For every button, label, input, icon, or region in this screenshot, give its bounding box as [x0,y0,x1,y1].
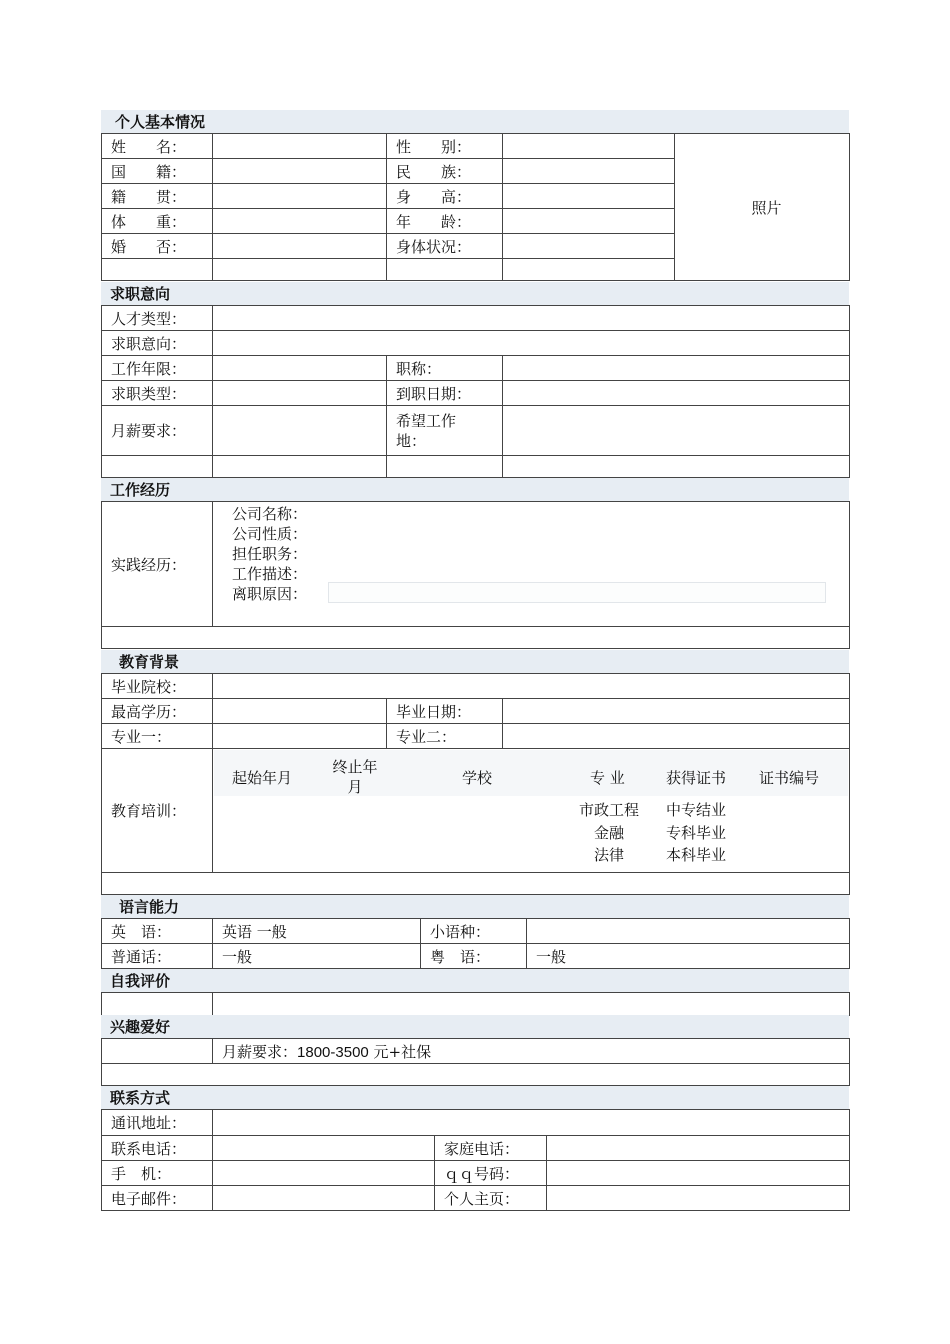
nationality-label: 国 籍： [102,159,213,184]
hobby-value[interactable] [213,1039,850,1064]
email-label: 电子邮件： [102,1186,213,1211]
marital-field[interactable] [213,234,387,259]
origin-label: 籍 贯： [102,184,213,209]
training-row-major: 金融 [593,824,624,842]
salary-label: 月薪要求： [102,406,213,456]
major2-label: 专业二： [387,724,503,749]
position-label: 担任职务： [232,545,308,563]
weight-field[interactable] [213,209,387,234]
training-label: 教育培训： [102,749,213,873]
start-date-field[interactable] [503,381,850,406]
hobby-value-suffix: 元+社保 [368,1042,432,1061]
homepage-label: 个人主页： [435,1186,547,1211]
training-row-cert: 专科毕业 [666,824,727,842]
training-header-end-line2: 月 [347,778,363,796]
work-detail-cell[interactable] [213,502,850,627]
empty-cell [387,259,503,281]
work-label: 实践经历： [102,502,213,627]
qq-label: ｑｑ号码： [435,1161,547,1186]
phone-label: 联系电话： [102,1136,213,1161]
empty-row [102,1064,850,1086]
company-name-label: 公司名称： [232,505,308,523]
grad-date-label: 毕业日期： [387,699,503,724]
training-row-cert: 本科毕业 [666,846,727,864]
leave-reason-label: 离职原因： [232,585,308,603]
training-header-cert-no: 证书编号 [759,769,820,787]
mobile-label: 手 机： [102,1161,213,1186]
section-title-lang: 语言能力 [101,895,849,918]
degree-field[interactable] [213,699,387,724]
self-eval-field[interactable] [213,993,850,1016]
lang-table [101,918,850,969]
name-label: 姓 名： [102,134,213,159]
talent-type-field[interactable] [213,306,850,331]
contact-table [101,1109,850,1211]
location-label [387,406,503,456]
homepage-field[interactable] [547,1186,850,1211]
empty-cell [387,456,503,478]
section-title-self: 自我评价 [101,969,849,992]
qq-field[interactable] [547,1161,850,1186]
job-type-label: 求职类型： [102,381,213,406]
description-label: 工作描述： [232,565,308,583]
empty-cell [503,259,675,281]
major1-label: 专业一： [102,724,213,749]
ethnicity-label: 民 族： [387,159,503,184]
talent-type-label: 人才类型： [102,306,213,331]
job-intent-field[interactable] [213,331,850,356]
empty-row [102,627,850,649]
section-title-work: 工作经历 [101,478,849,501]
address-field[interactable] [213,1110,850,1136]
empty-row [102,873,850,895]
self-eval-label-cell [102,993,213,1016]
address-label: 通讯地址： [102,1110,213,1136]
mandarin-value[interactable]: 一般 [213,944,421,969]
height-field[interactable] [503,184,675,209]
training-header-start: 起始年月 [232,769,293,787]
hobby-table [101,1038,850,1086]
weight-label: 体 重： [102,209,213,234]
leave-reason-input[interactable] [328,582,826,603]
gender-label: 性 别： [387,134,503,159]
school-field[interactable] [213,674,850,699]
self-eval-table [101,992,850,1016]
title-label: 职称： [387,356,503,381]
training-row-major: 法律 [593,846,624,864]
empty-cell [102,259,213,281]
training-row-cert: 中专结业 [666,801,727,819]
empty-cell [213,456,387,478]
section-title-contact: 联系方式 [101,1086,849,1109]
height-label: 身 高： [387,184,503,209]
job-type-field[interactable] [213,381,387,406]
email-field[interactable] [213,1186,435,1211]
training-header-band [214,750,848,796]
empty-cell [213,259,387,281]
empty-cell [102,456,213,478]
gender-field[interactable] [503,134,675,159]
training-header-cert: 获得证书 [666,769,727,787]
location-label-line1: 希望工作 [396,411,457,430]
hobby-value-prefix: 月薪要求： [222,1042,298,1061]
degree-label: 最高学历： [102,699,213,724]
age-label: 年 龄： [387,209,503,234]
ethnicity-field[interactable] [503,159,675,184]
title-field[interactable] [503,356,850,381]
section-title-intent: 求职意向 [101,282,849,305]
health-field[interactable] [503,234,675,259]
home-phone-label: 家庭电话： [435,1136,547,1161]
english-label: 英 语： [102,919,213,944]
section-title-basic: 个人基本情况 [101,110,849,133]
location-label-line2: 地： [396,431,427,450]
photo-cell[interactable]: 照片 [675,134,850,281]
english-value[interactable]: 英语 一般 [213,919,421,944]
intent-table [101,305,850,478]
training-header-major: 专 业 [590,769,625,787]
minor-language-label: 小语种： [421,919,527,944]
marital-label: 婚 否： [102,234,213,259]
mobile-field[interactable] [213,1161,435,1186]
training-header-school: 学校 [462,769,493,787]
major2-field[interactable] [503,724,850,749]
start-date-label: 到职日期： [387,381,503,406]
hobby-value-amount: 1800-3500 [297,1043,369,1061]
empty-cell [503,456,850,478]
training-header-end [329,757,381,797]
years-label: 工作年限： [102,356,213,381]
basic-info-table [101,133,850,281]
grad-date-field[interactable] [503,699,850,724]
phone-field[interactable] [213,1136,435,1161]
school-label: 毕业院校： [102,674,213,699]
cantonese-label: 粤 语： [421,944,527,969]
name-field[interactable] [213,134,387,159]
section-title-hobby: 兴趣爱好 [101,1015,849,1038]
training-header-end-line1: 终止年 [332,758,378,776]
job-intent-label: 求职意向： [102,331,213,356]
salary-field[interactable] [213,406,387,456]
location-field[interactable] [503,406,850,456]
health-label: 身体状况： [387,234,503,259]
origin-field[interactable] [213,184,387,209]
work-table [101,501,850,649]
hobby-label-cell [102,1039,213,1064]
major1-field[interactable] [213,724,387,749]
company-nature-label: 公司性质： [232,525,308,543]
home-phone-field[interactable] [547,1136,850,1161]
age-field[interactable] [503,209,675,234]
cantonese-value[interactable]: 一般 [527,944,850,969]
mandarin-label: 普通话： [102,944,213,969]
training-row-major: 市政工程 [578,801,639,819]
minor-language-field[interactable] [527,919,850,944]
nationality-field[interactable] [213,159,387,184]
years-field[interactable] [213,356,387,381]
section-title-edu: 教育背景 [101,650,849,673]
